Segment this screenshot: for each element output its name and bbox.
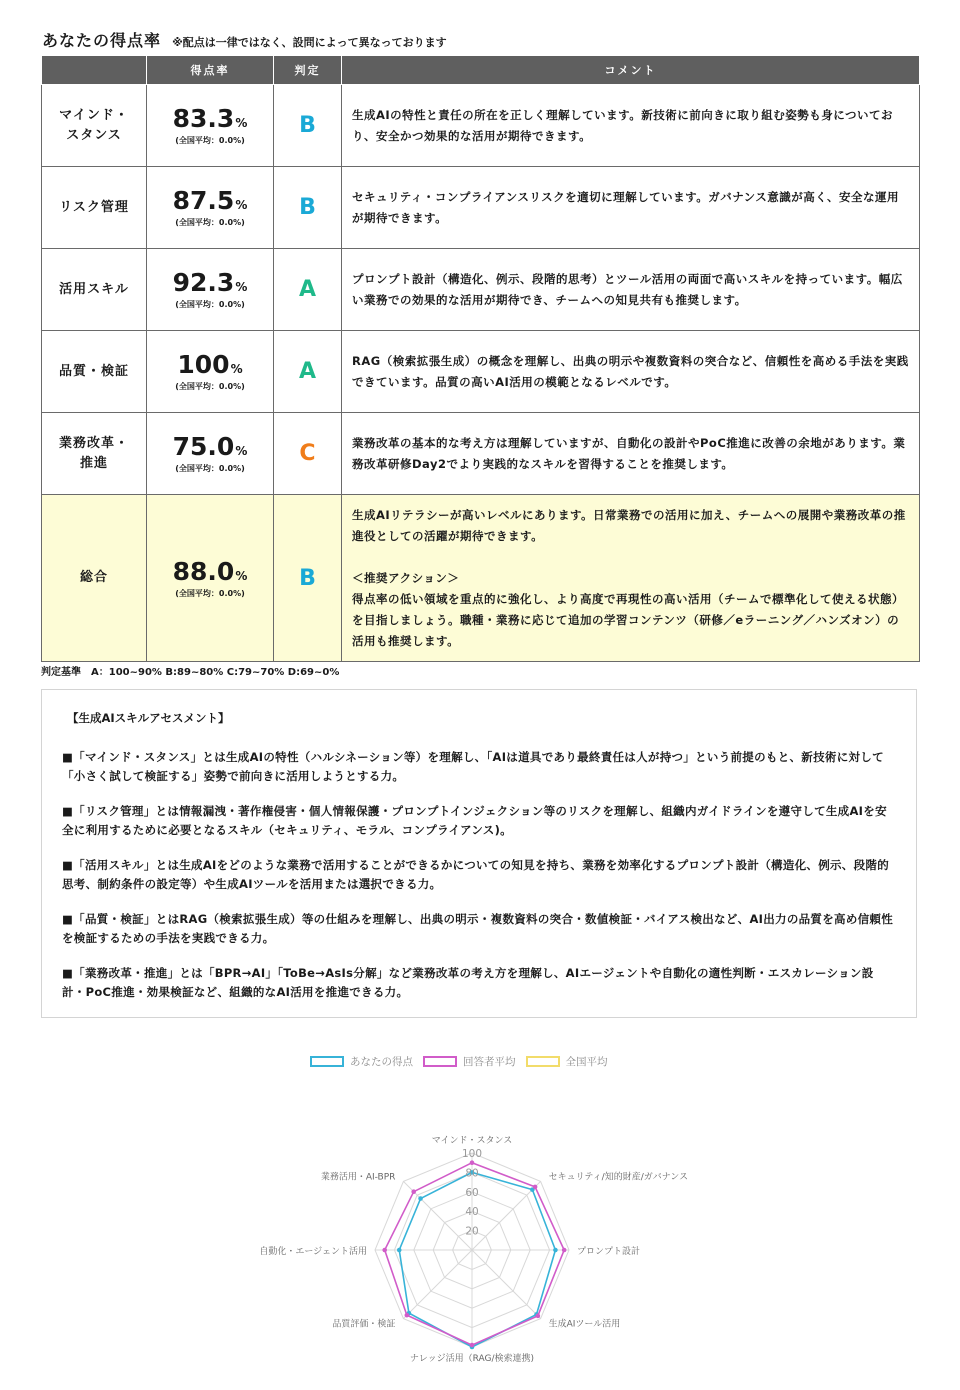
radar-point: [405, 1313, 410, 1318]
legend-label: あなたの得点: [350, 1056, 413, 1068]
radar-axis-label: セキュリティ/知的財産/ガバナンス: [548, 1172, 689, 1183]
header-comment: コメント: [342, 56, 920, 85]
national-average: (全国平均：0.0%): [175, 300, 245, 309]
score-cell: [147, 249, 274, 331]
score-value: 88.0: [172, 556, 235, 586]
radar-tick-label: 20: [465, 1225, 479, 1238]
radar-axis-label: 業務活用・AI-BPR: [320, 1172, 396, 1183]
score-value: 75.0: [172, 432, 235, 461]
score-value: 92.3: [172, 268, 235, 297]
category-cell: 品質・検証: [42, 331, 147, 413]
radar-chart: [0, 1120, 960, 1370]
national-average: (全国平均：0.0%): [175, 464, 245, 473]
grade-cell: C: [274, 413, 342, 495]
legend-swatch: [423, 1056, 457, 1067]
radar-tick-label: 80: [465, 1167, 479, 1180]
score-cell: [147, 413, 274, 495]
national-average: (全国平均：0.0%): [175, 136, 245, 145]
score-unit: %: [235, 568, 248, 583]
assessment-item: ■「活用スキル」とは生成AIをどのような業務で活用することができるかについての知見を持ち、業務を効率化するプロンプト設計（構造化、例示、段階的思考、制約条件の設定等）や生成AIツールを活用または選択できる力。: [62, 858, 889, 891]
radar-point: [397, 1248, 402, 1253]
category-cell: リスク管理: [42, 167, 147, 249]
assessment-box: [41, 689, 917, 1018]
national-average: (全国平均：0.0%): [175, 588, 245, 598]
score-cell: [147, 167, 274, 249]
legend-item-respondents[interactable]: [423, 1054, 516, 1069]
legend-swatch: [310, 1056, 344, 1067]
score-value-line: [148, 187, 272, 215]
assessment-item: ■「業務改革・推進」とは「BPR→AI」「ToBe→AsIs分解」など業務改革の考え方を理解し、AIエージェントや自動化の適性判断・エスカレーション設計・PoC推進・効果検証など、組織的なAI活用を推進できる力。: [62, 966, 874, 999]
score-value-line: [148, 105, 272, 133]
score-unit: %: [235, 444, 248, 458]
legend-label: 全国平均: [565, 1056, 608, 1068]
page-title-row: [42, 28, 447, 51]
score-table: [41, 55, 920, 662]
title-note: ※配点は一律ではなく、設問によって異なっております: [172, 36, 447, 49]
radar-point: [536, 1314, 541, 1319]
score-unit: %: [235, 116, 248, 130]
legend-swatch: [526, 1056, 560, 1067]
legend-item-yours[interactable]: [310, 1054, 413, 1069]
score-value-line: [148, 351, 272, 379]
grade-criteria: 判定基準 A：100~90% B:89~80% C:79~70% D:69~0%: [41, 667, 340, 678]
chart-legend: [310, 1054, 608, 1069]
header-category: [42, 56, 147, 85]
radar-point: [470, 1160, 475, 1165]
score-value: 100: [177, 350, 230, 379]
total-row: [42, 495, 920, 662]
category-cell: マインド・ スタンス: [42, 85, 147, 167]
assessment-item: ■「マインド・スタンス」とは生成AIの特性（ハルシネーション等）を理解し、「AIは道具であり最終責任は人が持つ」という前提のもと、新技術に対して「小さく試して検証する」姿勢で前向きに活用しようとする力。: [62, 750, 884, 783]
comment-cell: RAG（検索拡張生成）の概念を理解し、出典の明示や複数資料の突合など、信頼性を高める手法を実践できています。品質の高いAI活用の模範となるレベルです。: [342, 331, 920, 413]
radar-point: [533, 1185, 538, 1190]
radar-point: [411, 1189, 416, 1194]
comment-cell: [342, 495, 920, 662]
score-value-line: [148, 558, 272, 586]
radar-point: [418, 1196, 423, 1201]
score-value-line: [148, 433, 272, 461]
national-average: (全国平均：0.0%): [175, 382, 245, 391]
radar-point: [382, 1248, 387, 1253]
action-title: ＜推奨アクション＞: [352, 570, 460, 585]
score-cell: [147, 331, 274, 413]
comment-cell: プロンプト設計（構造化、例示、段階的思考）とツール活用の両面で高いスキルを持っています。幅広い業務での効果的な活用が期待でき、チームへの知見共有も推奨します。: [342, 249, 920, 331]
score-value: 83.3: [172, 104, 235, 133]
radar-point: [553, 1248, 558, 1253]
radar-axis-label: 生成AIツール活用: [548, 1319, 621, 1330]
header-grade: 判定: [274, 56, 342, 85]
comment-cell: 生成AIの特性と責任の所在を正しく理解しています。新技術に前向きに取り組む姿勢も身についており、安全かつ効果的な活用が期待できます。: [342, 85, 920, 167]
score-unit: %: [235, 198, 248, 212]
score-cell: [147, 495, 274, 662]
comment-cell: 業務改革の基本的な考え方は理解していますが、自動化の設計やPoC推進に改善の余地があります。業務改革研修Day2でより実践的なスキルを習得することを推奨します。: [342, 413, 920, 495]
spacer: [352, 547, 909, 568]
category-cell: 総合: [42, 495, 147, 662]
score-cell: [147, 85, 274, 167]
radar-tick-label: 60: [465, 1186, 479, 1199]
category-cell: 業務改革・ 推進: [42, 413, 147, 495]
score-value: 87.5: [172, 186, 235, 215]
radar-axis-label: マインド・スタンス: [431, 1136, 513, 1146]
comment-cell: セキュリティ・コンプライアンスリスクを適切に理解しています。ガバナンス意識が高く、安全な運用が期待できます。: [342, 167, 920, 249]
table-row: [42, 167, 920, 249]
grade-cell: B: [274, 495, 342, 662]
radar-axis-label: 自動化・エージェント活用: [259, 1247, 367, 1257]
radar-point: [562, 1248, 567, 1253]
score-value-line: [148, 269, 272, 297]
action-comment: 得点率の低い領域を重点的に強化し、より高度で再現性の高い活用（チームで標準化して使える状態）を目指しましょう。職種・業務に応じて追加の学習コンテンツ（研修／eラーニング／ハンズオン）の活用も推奨します。: [352, 591, 904, 648]
radar-tick-label: 100: [461, 1148, 483, 1160]
total-comment: 生成AIリテラシーが高いレベルにあります。日常業務での活用に加え、チームへの展開や業務改革の推進役としての活躍が期待できます。: [352, 507, 906, 543]
grade-cell: B: [274, 167, 342, 249]
header-score: 得点率: [147, 56, 274, 85]
radar-tick-label: 40: [465, 1206, 479, 1219]
table-row: [42, 249, 920, 331]
table-header: [42, 56, 920, 85]
assessment-title: 【生成AIスキルアセスメント】: [67, 711, 230, 725]
category-cell: 活用スキル: [42, 249, 147, 331]
radar-axis-label: ナレッジ活用（RAG/検索連携): [409, 1354, 535, 1364]
table-row: [42, 85, 920, 167]
grade-cell: A: [274, 249, 342, 331]
table-row: [42, 331, 920, 413]
table-row: [42, 413, 920, 495]
grade-cell: A: [274, 331, 342, 413]
radar-axis-label: 品質評価・検証: [332, 1319, 396, 1330]
legend-item-national[interactable]: [526, 1054, 608, 1069]
grade-cell: B: [274, 85, 342, 167]
radar-axis-label: プロンプト設計: [577, 1247, 641, 1257]
assessment-item: ■「リスク管理」とは情報漏洩・著作権侵害・個人情報保護・プロンプトインジェクション等のリスクを理解し、組織内ガイドラインを遵守して生成AIを安全に利用するために必要となるスキル（セキュリティ、モラル、コンプライアンス)。: [62, 804, 887, 837]
radar-point: [470, 1343, 475, 1348]
score-unit: %: [235, 280, 248, 294]
page-title: あなたの得点率: [42, 31, 162, 50]
score-unit: %: [230, 362, 243, 376]
legend-label: 回答者平均: [463, 1056, 516, 1068]
assessment-item: ■「品質・検証」とはRAG（検索拡張生成）等の仕組みを理解し、出典の明示・複数資料の突合・数値検証・バイアス検出など、AI出力の品質を高め信頼性を検証するための手法を実践できる力。: [62, 912, 894, 945]
national-average: (全国平均：0.0%): [175, 218, 245, 227]
